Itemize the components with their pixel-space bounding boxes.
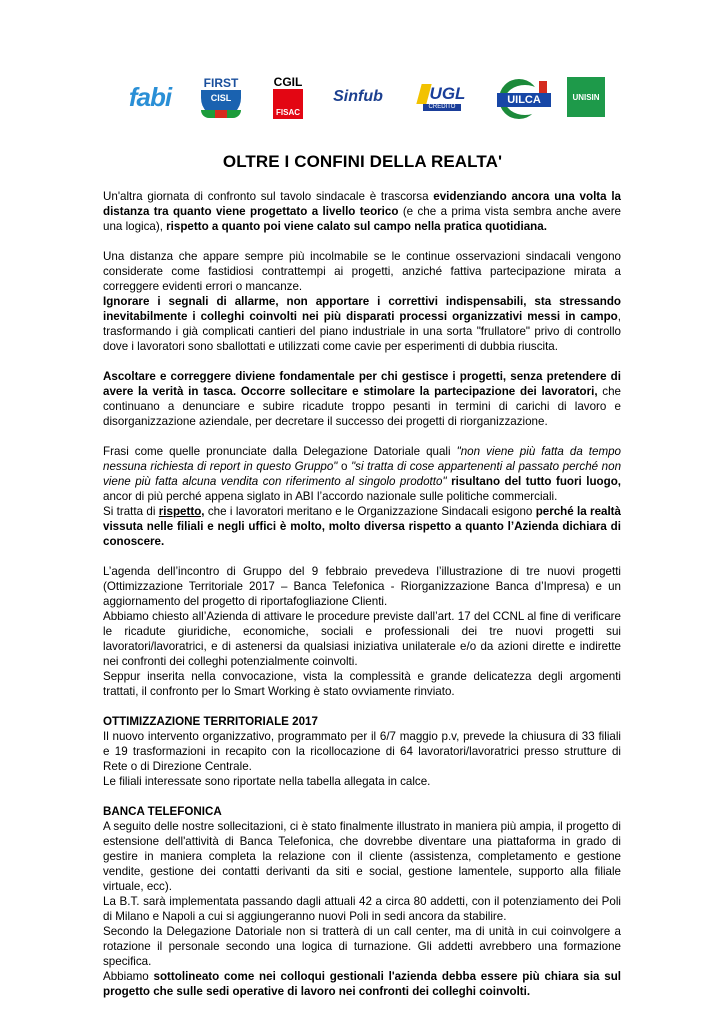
unisin-logo [566,72,606,122]
text-run: Frasi come quelle pronunciate dalla Delegazione Datoriale quali [103,445,457,458]
paragraph-quotes [103,444,621,504]
bold-run: Ascoltare e correggere diviene fondamentale per chi gestisce i progetti, senza pretendere di avere la verità in tasca. Occorre sollecitare e stimolare la partecipazione dei lavoratori, [103,370,621,398]
text-run: che continuano a denunciare e subire ricadute troppo pesanti in termini di carichi di lavoro e disorganizzazione aziendale, per decretare il successo dei progetti di riorganizzazione. [103,385,622,428]
paragraph-ccnl-request: Abbiamo chiesto all’Azienda di attivare le procedure previste dall’art. 17 del CCNL al fine di verificare le ricadute giuridiche, economiche, sociali e professionali dei tre nuovi progetti sui lavoratori/lavoratrici, e di astenersi da qualsiasi iniziativa unilaterale e/o da azioni dirette e indirette nei confronti dei colleghi potenzialmente coinvolti. [103,610,621,668]
section-heading-banca-telefonica: BANCA TELEFONICA [103,805,222,818]
text-run: che i lavoratori meritano e le Organizzazione Sindacali esigono [204,505,536,518]
ugl-credito-logo [412,72,472,122]
union-logos [120,72,620,122]
sinfub-logo [328,72,388,122]
uilca-logo-text: UILCA [507,94,541,106]
italic-run: "non viene più fatta da tempo nessuna richiesta di report in questo Gruppo" [103,445,621,473]
section-heading-ottimizzazione: OTTIMIZZAZIONE TERRITORIALE 2017 [103,715,318,728]
ugl-logo-text: UGL [429,83,466,103]
bold-run: evidenziando ancora una volta la distanza tra quanto viene progettato a livello teorico [103,190,621,218]
first-cisl-logo [198,72,244,122]
fisac-logo-text: FISAC [276,107,300,117]
paragraph-new-intervention: Il nuovo intervento organizzativo, programmato per il 6/7 maggio p.v, prevede la chiusura di 33 filiali e 19 trasformazioni in recapito con la ricollocazione di 64 lavoratori/lavoratrici presso strutture di Rete o di Direzione Centrale. [103,730,621,773]
first-logo-text: FIRST [203,75,239,90]
document-body [103,189,621,999]
paragraph-respect [103,504,621,549]
bold-run: sottolineato come nei colloqui gestionali l'azienda debba essere più chiara sia sul progetto che sulle sedi operative di lavoro nei confronti dei colleghi coinvolti. [103,970,622,998]
text-run: ancor di più perché appena siglato in ABI l’accordo nazionale sulle politiche commerciali. [103,490,558,503]
text-run: Un'altra giornata di confronto sul tavolo sindacale è trascorsa [103,190,434,203]
paragraph-smart-working: Seppur inserita nella convocazione, vista la complessità e grande delicatezza degli argomenti trattati, il confronto per lo Smart Working è stato ovviamente rinviato. [103,670,621,698]
document-title: OLTRE I CONFINI DELLA REALTA' [222,152,503,171]
unisin-logo-text: UNISIN [572,92,600,102]
bold-run: Ignorare i segnali di allarme, non apportare i correttivi indispensabili, sta stressando inevitabilmente i colleghi coinvolti nei più disparati processi organizzativi messi in campo [103,295,621,323]
paragraph-bt-underlined [103,969,621,999]
paragraph-bt-rotation: Secondo la Delegazione Datoriale non si tratterà di un call center, ma di unità in cui coinvolgere a rotazione il personale secondo una logica di turnazione. Gli addetti avrebbero una formazione specifica. [103,925,621,968]
fabi-logo [125,72,175,122]
italic-run: "si tratta di cose appartenenti al passato perché non viene più fatta alcuna vendita con riferimento al singolo prodotto" [103,460,622,488]
text-run: Si tratta di [103,505,159,518]
uilca-logo [492,72,554,122]
bold-run: risultano del tutto fuori luogo, [446,475,621,488]
text-run: Abbiamo [103,970,154,983]
bold-run: perché la realtà vissuta nelle filiali e negli uffici è molto, molto diversa rispetto a quanto l’Azienda dichiara di conoscere. [103,505,621,548]
cgil-logo-text: CGIL [273,74,303,89]
paragraph-distance: Una distanza che appare sempre più incolmabile se le continue osservazioni sindacali vengono considerate come fastidiosi contrattempi ai progetti, anziché fattiva partecipazione mirata a correggere evidenti errori o mancanze. [103,250,621,293]
credito-logo-text: CREDITO [423,104,462,111]
cgil-fisac-logo [270,72,306,122]
paragraph-intro [103,189,621,234]
sinfub-logo-text: Sinfub [333,88,383,105]
paragraph-branches-table-note: Le filiali interessate sono riportate nella tabella allegata in calce. [103,775,431,788]
bold-run: rispetto a quanto poi viene calato sul campo nella pratica quotidiana. [166,220,547,233]
paragraph-bt-project: A seguito delle nostre sollecitazioni, ci è stato finalmente illustrato in maniera più ampia, il progetto di estensione dell'attività di Banca Telefonica, che dovrebbe diventare una piattaforma in grado di gestire in maniera completa la relazione con il cliente (assistenza, completamento e gestione vendite, gestione dei contatti derivanti da siti e social, gestione lamentele, supporto alla filiale virtuale, ecc). [103,820,621,893]
paragraph-ignore-signals [103,294,621,354]
paragraph-listen-correct [103,369,621,429]
bold-underline-run: rispetto, [158,505,205,518]
text-run: (e che a prima vista sembra anche avere una logica), [103,205,621,233]
paragraph-bt-staff: La B.T. sarà implementata passando dagli attuali 42 a circa 80 addetti, con il potenziamento dei Poli di Milano e Napoli a cui si aggiungeranno nuovi Poli in sedi ancora da stabilire. [103,895,621,923]
text-run: , trasformando i già complicati cantieri del piano industriale in una sorta "frullatore" privo di controllo dove i lavoratori sono sballottati e utilizzati come cavie per esperimenti di dubbia riuscita. [103,310,621,353]
fabi-logo-text: fabi [128,81,172,112]
paragraph-agenda: L’agenda dell’incontro di Gruppo del 9 febbraio prevedeva l’illustrazione di tre nuovi progetti (Ottimizzazione Territoriale 2017 – Banca Telefonica - Riorganizzazione Banca d’Impresa) e un aggiornamento del progetto di riportafogliazione Clienti. [103,565,621,608]
text-run: o [337,460,352,473]
cisl-logo-text: CISL [210,92,232,103]
